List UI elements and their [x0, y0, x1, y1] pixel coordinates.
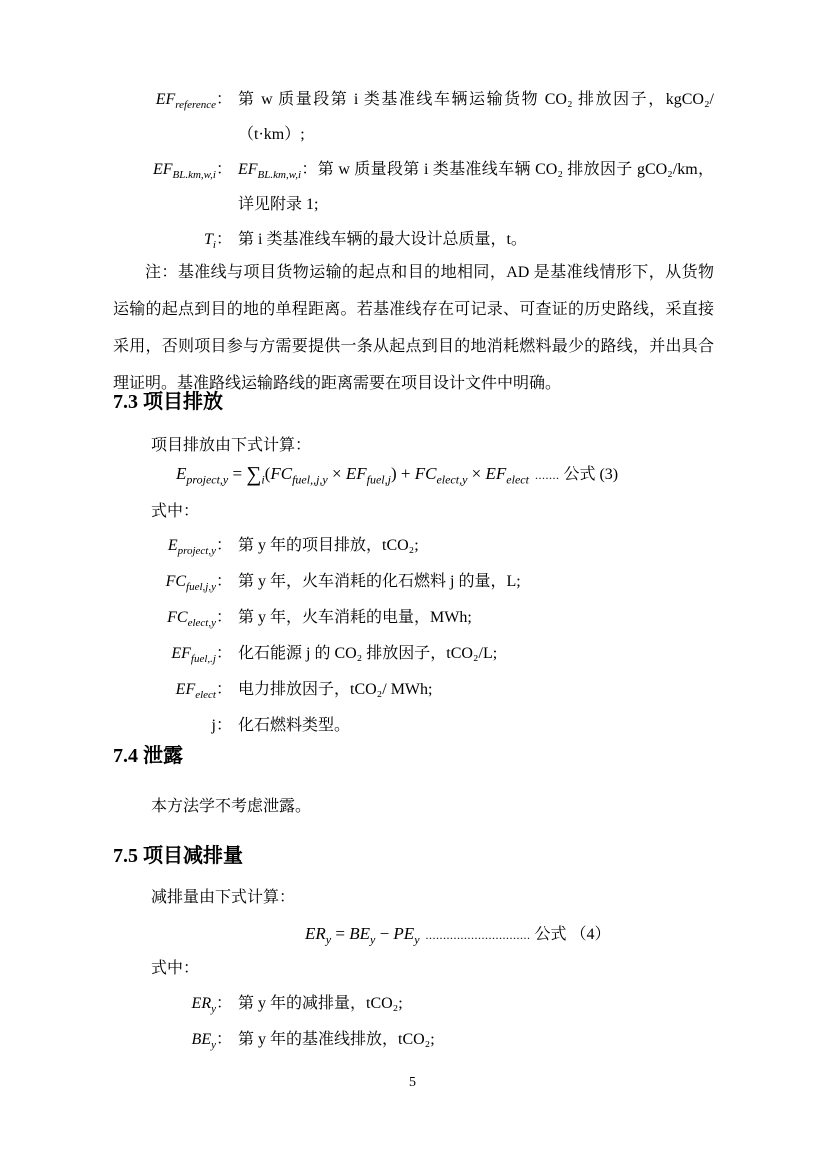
- term-label: [113, 672, 232, 708]
- math-subscript: i: [261, 472, 265, 487]
- section-7-5-intro: 减排量由下式计算：: [151, 889, 296, 906]
- section-7-3-where-label: 式中：: [151, 503, 200, 520]
- section-7-4-heading: 7.4 泄露: [113, 745, 183, 767]
- definition-row: [113, 708, 714, 744]
- definition-row: [113, 672, 714, 708]
- math-symbol: FC: [270, 464, 293, 483]
- term-description: [238, 152, 714, 222]
- definition-row: [113, 222, 714, 257]
- note-paragraph: 注：基准线与项目货物运输的起点和目的地相同，AD 是基准线情形下，从货物运输的起点到目的地的单程距离。若基准线存在可记录、可查证的历史路线，采直接采用，否则项目参与方需要提供一条从起点到目的地消耗燃料最少的路线，并出具合理证明。基准路线运输路线的距离需要在项目设计文件中明确。: [113, 264, 714, 392]
- text-run: 第 y 年，火车消耗的化石燃料 j 的量，L;: [238, 573, 521, 590]
- math-symbol: EF: [155, 91, 176, 108]
- math-symbol: EF: [238, 161, 258, 178]
- text-run: =: [331, 924, 350, 943]
- term-description: [238, 708, 714, 744]
- text-run: ：第 w 质量段第 i 类基准线车辆 CO₂ 排放因子 gCO₂/km，详见附录 1;: [238, 161, 714, 213]
- formula-3-math: [176, 462, 529, 487]
- formula-4: [305, 920, 611, 949]
- term-label: [113, 222, 232, 257]
- text-run: 第 i 类基准线车辆的最大设计总质量，t。: [238, 231, 527, 248]
- definition-row: [113, 1022, 714, 1058]
- math-subscript: elect: [195, 689, 216, 702]
- definition-list-top: [113, 82, 714, 257]
- term-label: [113, 986, 232, 1022]
- math-symbol: PE: [393, 924, 415, 943]
- term-description: [238, 636, 714, 672]
- formula-4-math: [305, 924, 420, 947]
- text-run: 第 y 年，火车消耗的电量，MWh;: [238, 609, 472, 626]
- section-7-3-intro: 项目排放由下式计算：: [151, 437, 312, 454]
- math-subscript: project,y: [177, 545, 216, 558]
- math-subscript: y: [325, 932, 332, 947]
- text-run: 第 y 年的减排量，tCO₂;: [238, 995, 403, 1012]
- math-symbol: E: [176, 464, 187, 483]
- text-run: ：: [215, 1031, 232, 1048]
- math-symbol: EF: [171, 645, 191, 662]
- text-run: ：: [215, 231, 232, 248]
- sum-operator: ∑: [246, 462, 262, 486]
- math-symbol: BE: [349, 924, 370, 943]
- text-run: ：: [215, 91, 232, 108]
- definition-row: [113, 986, 714, 1022]
- math-subscript: BL.km,w,i: [172, 169, 216, 182]
- formula-4-tag: 公式 （4）: [534, 926, 611, 943]
- text-run: 化石燃料类型。: [238, 717, 351, 734]
- text-run: ：: [215, 645, 232, 662]
- math-subscript: project,y: [186, 472, 229, 487]
- math-symbol: EF: [345, 464, 367, 483]
- section-7-5-heading: 7.5 项目减排量: [113, 845, 243, 867]
- term-description: [238, 672, 714, 708]
- math-symbol: EF: [485, 464, 507, 483]
- text-run: ×: [467, 464, 486, 483]
- text-run: (: [264, 464, 271, 483]
- math-subscript: elect: [506, 472, 529, 487]
- term-label: [113, 528, 232, 564]
- definition-row: [113, 636, 714, 672]
- math-subscript: reference: [175, 99, 216, 112]
- text-run: ：: [215, 573, 232, 590]
- term-label: [113, 600, 232, 636]
- section-7-4-body: 本方法学不考虑泄露。: [151, 798, 312, 815]
- math-subscript: y: [211, 1039, 216, 1052]
- term-description: [238, 600, 714, 636]
- text-run: 第 y 年的项目排放，tCO₂;: [238, 537, 419, 554]
- section-7-3-heading: 7.3 项目排放: [113, 391, 223, 413]
- term-label: [113, 708, 232, 744]
- text-run: ：: [215, 537, 232, 554]
- text-run: ：: [215, 681, 232, 698]
- math-subscript: fuel,j: [366, 472, 391, 487]
- math-symbol: ER: [191, 995, 212, 1012]
- formula-3-leader: .......: [534, 468, 560, 482]
- term-label: [113, 1022, 232, 1058]
- term-label: [113, 564, 232, 600]
- math-subscript: BL.km,w,i: [257, 169, 302, 182]
- math-symbol: E: [167, 537, 178, 554]
- definition-list-7-5: [113, 986, 714, 1058]
- formula-3: [176, 460, 618, 489]
- text-run: 第 w 质量段第 i 类基准线车辆运输货物 CO₂ 排放因子，kgCO₂/（t·km）;: [238, 91, 714, 143]
- page-number: 5: [409, 1075, 416, 1090]
- text-run: ) +: [390, 464, 415, 483]
- math-subscript: y: [369, 932, 376, 947]
- term-description: [238, 528, 714, 564]
- definition-list-7-3: [113, 528, 714, 744]
- definition-row: [113, 152, 714, 222]
- term-label: [113, 152, 232, 187]
- section-7-5-where-label: 式中：: [151, 960, 200, 977]
- text-run: 电力排放因子，tCO₂/ MWh;: [238, 681, 433, 698]
- definition-row: [113, 528, 714, 564]
- text-run: ：: [215, 995, 232, 1012]
- math-symbol: FC: [414, 464, 437, 483]
- text-run: 化石能源 j 的 CO₂ 排放因子，tCO₂/L;: [238, 645, 498, 662]
- math-symbol: EF: [175, 681, 196, 698]
- text-run: ：: [215, 609, 232, 626]
- term-description: [238, 986, 714, 1022]
- text-run: ×: [327, 464, 346, 483]
- formula-4-leader: ..............................: [425, 928, 531, 942]
- math-subscript: y: [414, 932, 420, 947]
- math-subscript: fuel,,j,y: [292, 472, 328, 487]
- definition-row: [113, 600, 714, 636]
- math-subscript: y: [211, 1003, 216, 1016]
- text-run: j：: [211, 717, 232, 734]
- math-symbol: T: [204, 231, 213, 248]
- math-symbol: BE: [191, 1031, 212, 1048]
- term-description: [238, 82, 714, 152]
- formula-3-tag: 公式 (3): [563, 466, 619, 483]
- term-description: [238, 222, 714, 257]
- math-symbol: ER: [305, 924, 326, 943]
- math-symbol: FC: [167, 609, 188, 626]
- math-subscript: elect,y: [436, 472, 468, 487]
- text-run: −: [375, 924, 394, 943]
- text-run: 第 y 年的基准线排放，tCO₂;: [238, 1031, 435, 1048]
- math-subscript: elect,y: [187, 617, 216, 630]
- text-run: ：: [215, 161, 232, 178]
- math-symbol: EF: [152, 161, 173, 178]
- term-description: [238, 1022, 714, 1058]
- math-subscript: fuel,.j: [190, 653, 216, 666]
- definition-row: [113, 564, 714, 600]
- term-label: [113, 636, 232, 672]
- term-label: [113, 82, 232, 117]
- definition-row: [113, 82, 714, 152]
- text-run: =: [228, 464, 247, 483]
- math-symbol: FC: [165, 573, 187, 590]
- math-subscript: i: [212, 239, 216, 252]
- math-subscript: fuel,j,y: [186, 581, 216, 594]
- term-description: [238, 564, 714, 600]
